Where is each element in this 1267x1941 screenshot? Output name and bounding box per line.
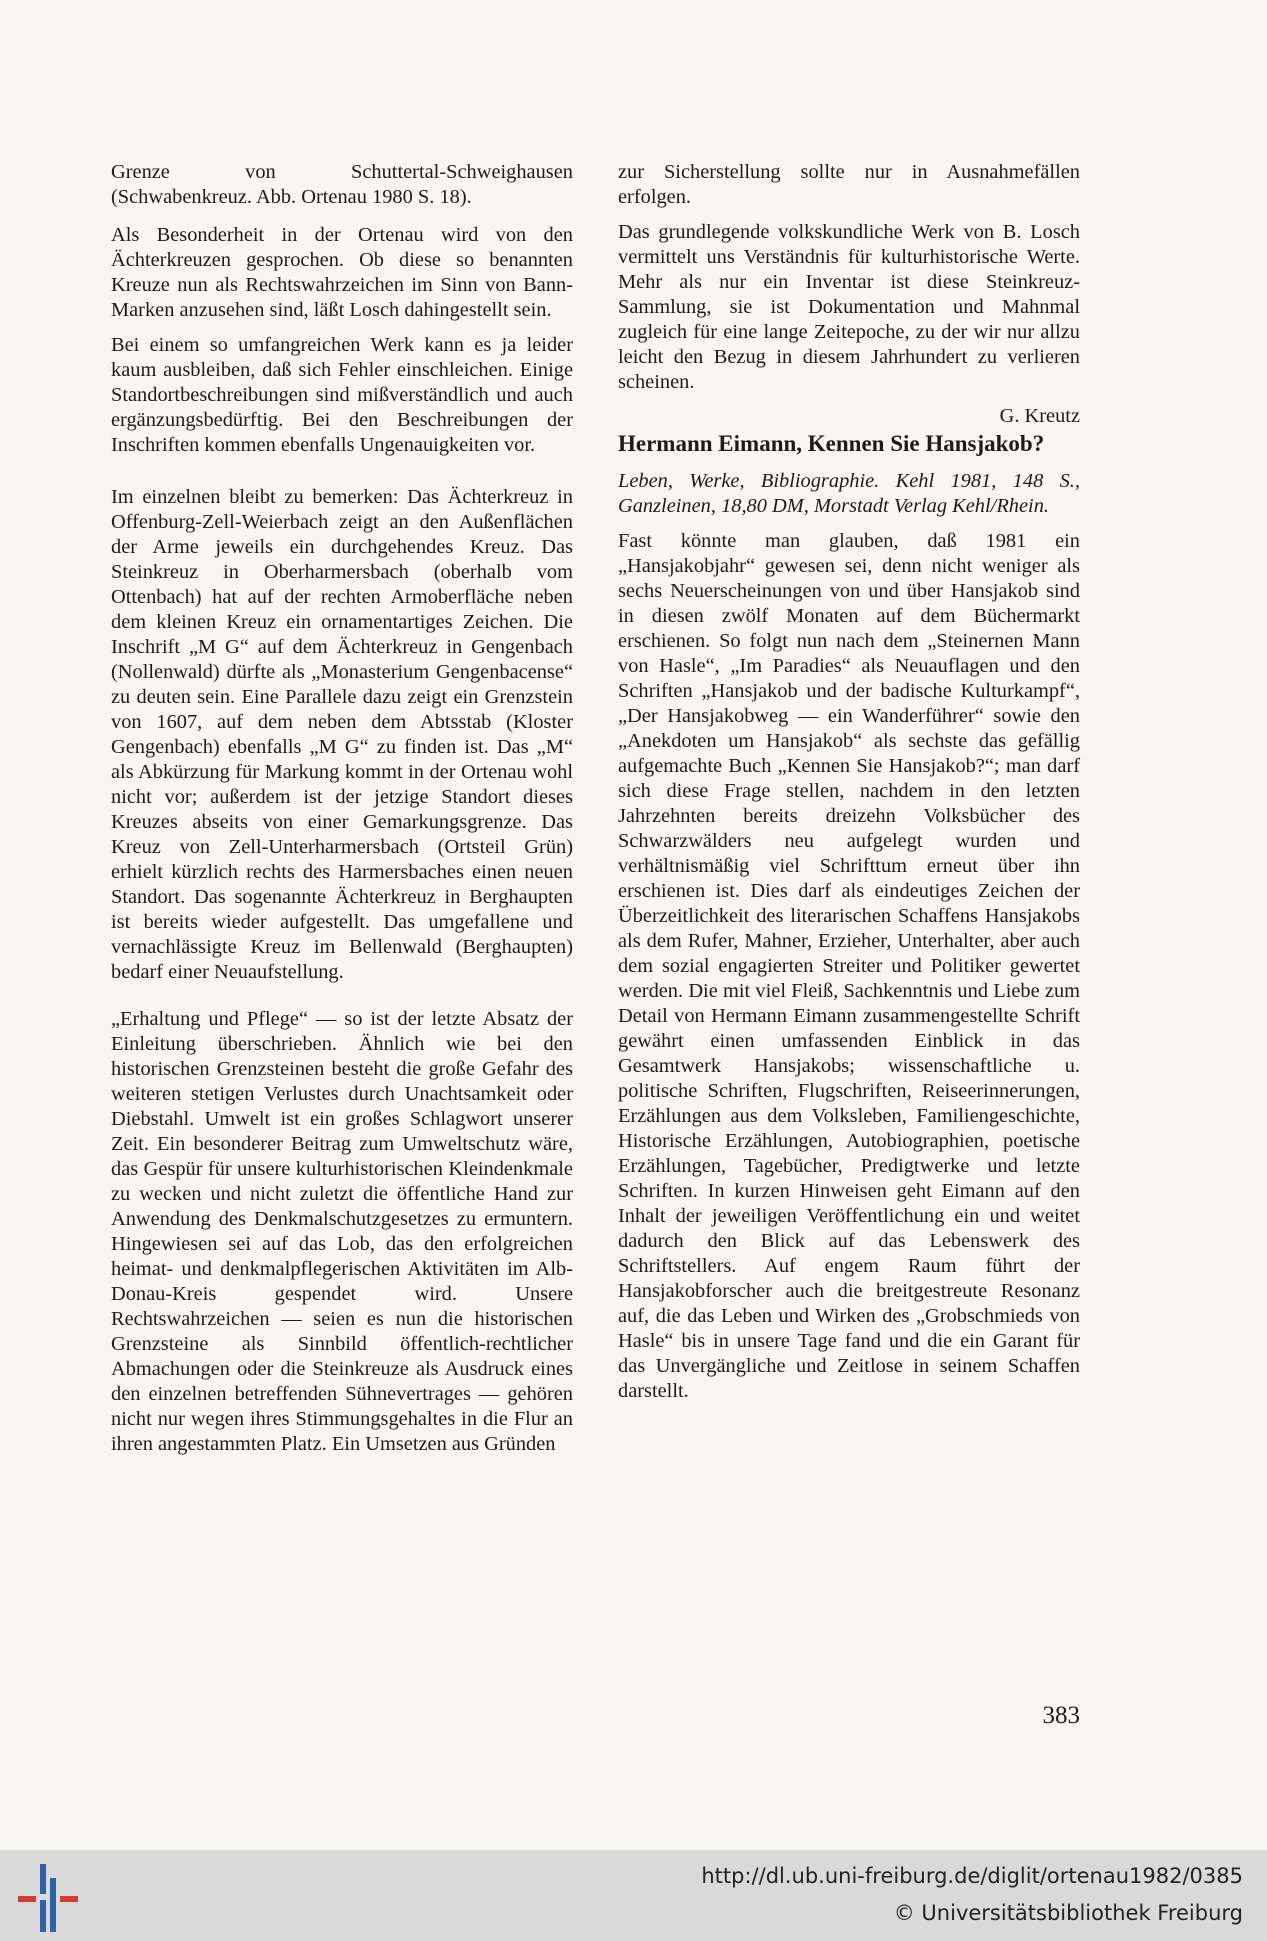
source-url-link[interactable]: http://dl.ub.uni-freiburg.de/diglit/ortenau1982/0385: [701, 1864, 1243, 1888]
copyright-notice: © Universitätsbibliothek Freiburg: [893, 1901, 1243, 1925]
paragraph: Bei einem so umfangreichen Werk kann es ja leider kaum ausbleiben, daß sich Fehler einschleichen. Einige Standortbeschreibungen sind mißverständlich und auch ergänzungsbedürftig. Bei den Beschreibungen der Inschriften kommen ebenfalls Ungenauigkeiten vor.: [111, 334, 573, 456]
paragraph: Als Besonderheit in der Ortenau wird von den Ächterkreuzen gesprochen. Ob diese so benannten Kreuze nun als Rechtswahrzeichen im Sinn von Bann-Marken anzusehen sind, läßt Losch dahingestellt sein.: [111, 224, 573, 321]
paragraph: Im einzelnen bleibt zu bemerken: Das Ächterkreuz in Offenburg-Zell-Weierbach zeigt an den Außenflächen der Arme jeweils ein durchgehendes Kreuz. Das Steinkreuz in Oberharmersbach (oberhalb vom Ottenbach) hat auf der rechten Armoberfläche neben dem kleinen Kreuz ein ornamentartiges Zeichen. Die Inschrift „M G“ auf dem Ächterkreuz in Gengenbach (Nollenwald) dürfte als „Monasterium Gengenbacense“ zu deuten sein. Eine Parallele dazu zeigt ein Grenzstein von 1607, auf dem neben dem Abtsstab (Kloster Gengenbach) ebenfalls „M G“ zu finden ist. Das „M“ als Abkürzung für Markung kommt in der Ortenau wohl nicht vor; außerdem ist der jetzige Standort dieses Kreuzes abseits von einer Gemarkungsgrenze. Das Kreuz von Zell-Unterharmersbach (Ortsteil Grün) erhielt kürzlich rechts des Harmersbaches einen neuen Standort. Das sogenannte Ächterkreuz in Berghaupten ist bereits wieder aufgestellt. Das umgefallene und vernachlässigte Kreuz im Bellenwald (Berghaupten) bedarf einer Neuaufstellung.: [111, 486, 573, 983]
author-signature: G. Kreutz: [999, 405, 1080, 427]
review-bibliographic-info: Leben, Werke, Bibliographie. Kehl 1981, 148 S., Ganzleinen, 18,80 DM, Morstadt Verlag Kehl/Rhein.: [618, 470, 1080, 517]
paragraph: „Erhaltung und Pflege“ — so ist der letzte Absatz der Einleitung überschrieben. Ähnlich wie bei den historischen Grenzsteinen besteht die große Gefahr des weiteren stetigen Verlustes durch Unachtsamkeit oder Diebstahl. Umwelt ist ein großes Schlagwort unserer Zeit. Ein besonderer Beitrag zum Umweltschutz wäre, das Gespür für unsere kulturhistorischen Kleindenkmale zu wecken und nicht zuletzt die öffentliche Hand zur Anwendung des Denkmalschutzgesetzes zu ermuntern. Hingewiesen sei auf das Lob, das den erfolgreichen heimat- und denkmalpflegerischen Aktivitäten im Alb-Donau-Kreis gespendet wird. Unsere Rechtswahrzeichen — seien es nun die historischen Grenzsteine als Sinnbild öffentlich-rechtlicher Abmachungen oder die Steinkreuze als Ausdruck eines den einzelnen betreffenden Sühnevertrages — gehören nicht nur wegen ihres Stimmungsgehaltes in die Flur an ihren angestammten Platz. Ein Umsetzen aus Gründen: [111, 1008, 573, 1455]
review-body: Fast könnte man glauben, daß 1981 ein „Hansjakobjahr“ gewesen sei, denn nicht weniger als sechs Neuerscheinungen von und über Hansjakob sind in diesen zwölf Monaten auf dem Büchermarkt erschienen. So folgt nun nach dem „Steinernen Mann von Hasle“, „Im Paradies“ als Neuauflagen und den Schriften „Hansjakob und der badische Kulturkampf“, „Der Hansjakobweg — ein Wanderführer“ sowie den „Anekdoten um Hansjakob“ als sechste das gefällig aufgemachte Buch „Kennen Sie Hansjakob?“; man darf sich diese Frage stellen, nachdem in den letzten Jahrzehnten bereits dreizehn Volksbücher des Schwarzwälders neu aufgelegt wurden und verhältnismäßig viel Schrifttum erneut über ihn erschienen ist. Dies darf als eindeutiges Zeichen der Überzeitlichkeit des literarischen Schaffens Hansjakobs als dem Rufer, Mahner, Erzieher, Unterhalter, aber auch dem sozial engagierten Streiter und Politiker gewertet werden. Die mit viel Fleiß, Sachkenntnis und Liebe zum Detail von Hermann Eimann zusammengestellte Schrift gewährt einen umfassenden Einblick in das Gesamtwerk Hansjakobs; wissenschaftliche u. politische Schriften, Flugschriften, Reiseerinnerungen, Erzählungen aus dem Volksleben, Familiengeschichte, Historische Erzählungen, Autobiographien, poetische Erzählungen, Tagebücher, Predigtwerke und letzte Schriften. In kurzen Hinweisen geht Eimann auf den Inhalt der jeweiligen Veröffentlichung ein und weitet dadurch den Blick auf das Lebenswerk des Schriftstellers. Auf engem Raum führt der Hansjakobforscher auch die breitgestreute Resonanz auf, die das Leben und Wirken des „Grobschmieds von Hasle“ bis in unsere Tage fand und die ein Garant für das Unvergängliche und Zeitlose in seinem Schaffen darstellt.: [618, 530, 1080, 1402]
right-column: [618, 160, 1080, 1404]
left-column: [111, 160, 573, 1457]
review-title: Hermann Eimann, Kennen Sie Hansjakob?: [618, 431, 1045, 456]
ub-freiburg-logo-icon: [14, 1864, 84, 1932]
paragraph: Das grundlegende volkskundliche Werk von B. Losch vermittelt uns Verständnis für kulturhistorische Werte. Mehr als nur ein Inventar ist diese Steinkreuz-Sammlung, sie ist Dokumentation und Mahnmal zugleich für eine lange Zeitepoche, zu der wir nur allzu leicht den Bezug in diesem Jahrhundert zu verlieren scheinen.: [618, 221, 1080, 393]
page-number: 383: [1042, 1702, 1080, 1729]
paragraph: zur Sicherstellung sollte nur in Ausnahmefällen erfolgen.: [618, 161, 1080, 208]
paragraph: Grenze von Schuttertal-Schweighausen (Schwabenkreuz. Abb. Ortenau 1980 S. 18).: [111, 161, 573, 208]
footer-bar: [0, 1850, 1267, 1941]
